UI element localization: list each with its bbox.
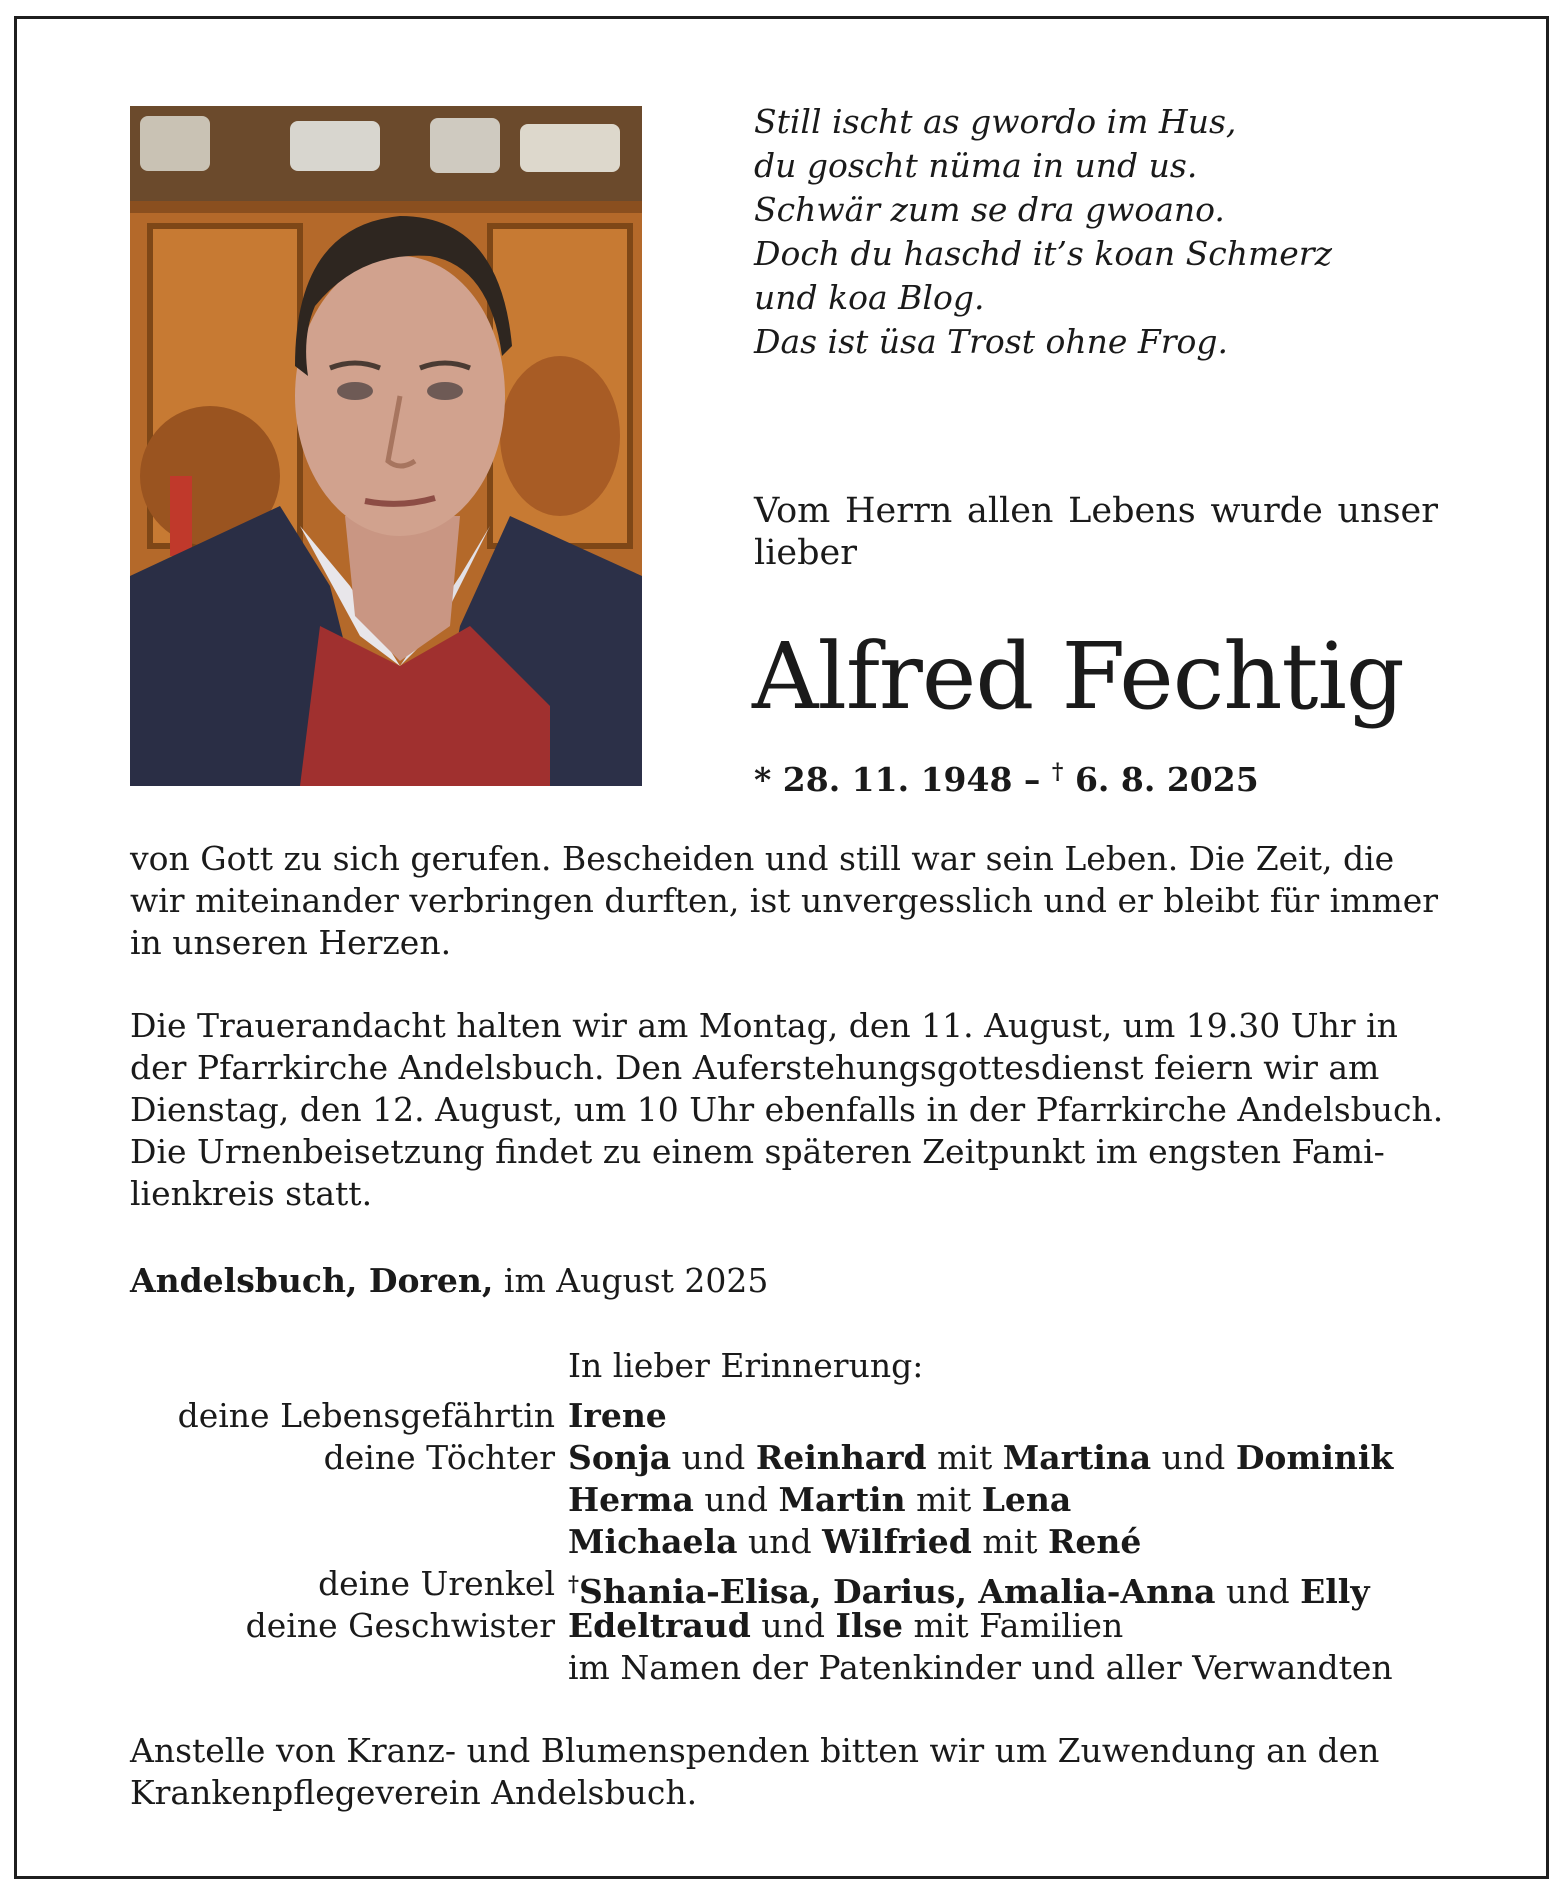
person-name: Herma bbox=[568, 1480, 694, 1519]
person-name: Ilse bbox=[835, 1606, 904, 1645]
partner-name: Irene bbox=[568, 1396, 667, 1435]
person-name: Reinhard bbox=[755, 1438, 927, 1477]
death-symbol: † bbox=[1051, 759, 1064, 785]
poem-line: Still ischt as gwordo im Hus, bbox=[754, 102, 1237, 141]
person-name: Martin bbox=[778, 1480, 906, 1519]
cross-symbol: † bbox=[568, 1571, 579, 1596]
family-names bbox=[568, 1521, 1141, 1563]
conjunction: mit bbox=[982, 1522, 1038, 1561]
family-suffix: mit Familien bbox=[913, 1606, 1124, 1645]
family-row bbox=[0, 1563, 1567, 1611]
person-name: Wilfried bbox=[822, 1522, 972, 1561]
relation-label: deine Lebensgefährtin bbox=[177, 1396, 555, 1435]
place-date-line bbox=[130, 1260, 768, 1302]
family-row bbox=[0, 1521, 1567, 1563]
conjunction: und bbox=[747, 1522, 812, 1561]
conjunction: und bbox=[761, 1606, 825, 1645]
text-line: von Gott zu sich gerufen. Bescheiden und still war sein Leben. Die Zeit, die bbox=[130, 839, 1395, 878]
conjunction: und bbox=[704, 1480, 769, 1519]
conjunction: und bbox=[1161, 1438, 1226, 1477]
person-name: Shania-Elisa, Darius, Amalia-Anna bbox=[578, 1572, 1216, 1611]
deceased-name: Alfred Fechtig bbox=[752, 623, 1404, 730]
poem bbox=[754, 100, 1454, 364]
text-line: Die Urnenbeisetzung findet zu einem späteren Zeitpunkt im engsten Fami- bbox=[130, 1132, 1385, 1171]
text-line: Anstelle von Kranz- und Blumenspenden bitten wir um Zuwendung an den bbox=[130, 1731, 1380, 1770]
date-separator: – bbox=[1023, 760, 1041, 799]
death-date: 6. 8. 2025 bbox=[1074, 760, 1259, 799]
poem-line: und koa Blog. bbox=[754, 278, 985, 317]
relation-label: deine Töchter bbox=[323, 1438, 555, 1477]
conjunction: mit bbox=[937, 1438, 993, 1477]
paragraph-called-home bbox=[130, 838, 1438, 964]
family-row bbox=[0, 1437, 1567, 1479]
person-name: Lena bbox=[981, 1480, 1072, 1519]
life-dates bbox=[754, 752, 1454, 800]
intro-text: Vom Herrn allen Lebens wurde unser lieber bbox=[754, 491, 1438, 573]
family-row bbox=[0, 1395, 1567, 1437]
paragraph-service-info bbox=[130, 1005, 1444, 1215]
poem-line: Das ist üsa Trost ohne Frog. bbox=[754, 322, 1229, 361]
family-names bbox=[568, 1437, 1393, 1479]
poem-line: du goscht nüma in und us. bbox=[754, 146, 1198, 185]
poem-line: Doch du haschd it’s koan Schmerz bbox=[754, 234, 1332, 273]
family-names bbox=[568, 1395, 667, 1437]
poem-line: Schwär zum se dra gwoano. bbox=[754, 190, 1225, 229]
family-others: im Namen der Patenkinder und aller Verwandten bbox=[568, 1648, 1393, 1687]
person-name: Michaela bbox=[568, 1522, 738, 1561]
family-names bbox=[568, 1479, 1071, 1521]
birth-date: 28. 11. 1948 bbox=[782, 760, 1013, 799]
place-date: im August 2025 bbox=[503, 1261, 769, 1300]
person-name: Edeltraud bbox=[568, 1606, 751, 1645]
person-name: Sonja bbox=[568, 1438, 672, 1477]
person-name: Dominik bbox=[1235, 1438, 1394, 1477]
text-line: der Pfarrkirche Andelsbuch. Den Auferstehungsgottesdienst feiern wir am bbox=[130, 1048, 1380, 1087]
text-line: lienkreis statt. bbox=[130, 1174, 373, 1213]
conjunction: mit bbox=[916, 1480, 972, 1519]
text-line: in unseren Herzen. bbox=[130, 923, 452, 962]
portrait-photo bbox=[130, 106, 642, 786]
conjunction: und bbox=[681, 1438, 746, 1477]
place-names: Andelsbuch, Doren, bbox=[130, 1261, 494, 1300]
memory-heading: In lieber Erinnerung: bbox=[568, 1346, 924, 1385]
paragraph-donation bbox=[130, 1730, 1438, 1814]
conjunction: und bbox=[1225, 1572, 1290, 1611]
person-name: Martina bbox=[1002, 1438, 1152, 1477]
relation-label: deine Geschwister bbox=[245, 1606, 555, 1645]
relation-label: deine Urenkel bbox=[318, 1564, 555, 1603]
birth-symbol: * bbox=[754, 760, 772, 799]
text-line: Dienstag, den 12. August, um 10 Uhr ebenfalls in der Pfarrkirche Andelsbuch. bbox=[130, 1090, 1444, 1129]
text-line: Krankenpflegeverein Andelsbuch. bbox=[130, 1773, 698, 1812]
family-row bbox=[0, 1605, 1567, 1647]
family-names bbox=[568, 1605, 1123, 1647]
text-line: wir miteinander verbringen durften, ist unvergesslich und er bleibt für immer bbox=[130, 881, 1439, 920]
person-name: Elly bbox=[1300, 1572, 1370, 1611]
family-list bbox=[0, 1395, 1567, 1689]
person-name: René bbox=[1047, 1522, 1142, 1561]
text-line: Die Trauerandacht halten wir am Montag, den 11. August, um 19.30 Uhr in bbox=[130, 1006, 1398, 1045]
family-row bbox=[0, 1479, 1567, 1521]
family-row bbox=[0, 1647, 1567, 1689]
